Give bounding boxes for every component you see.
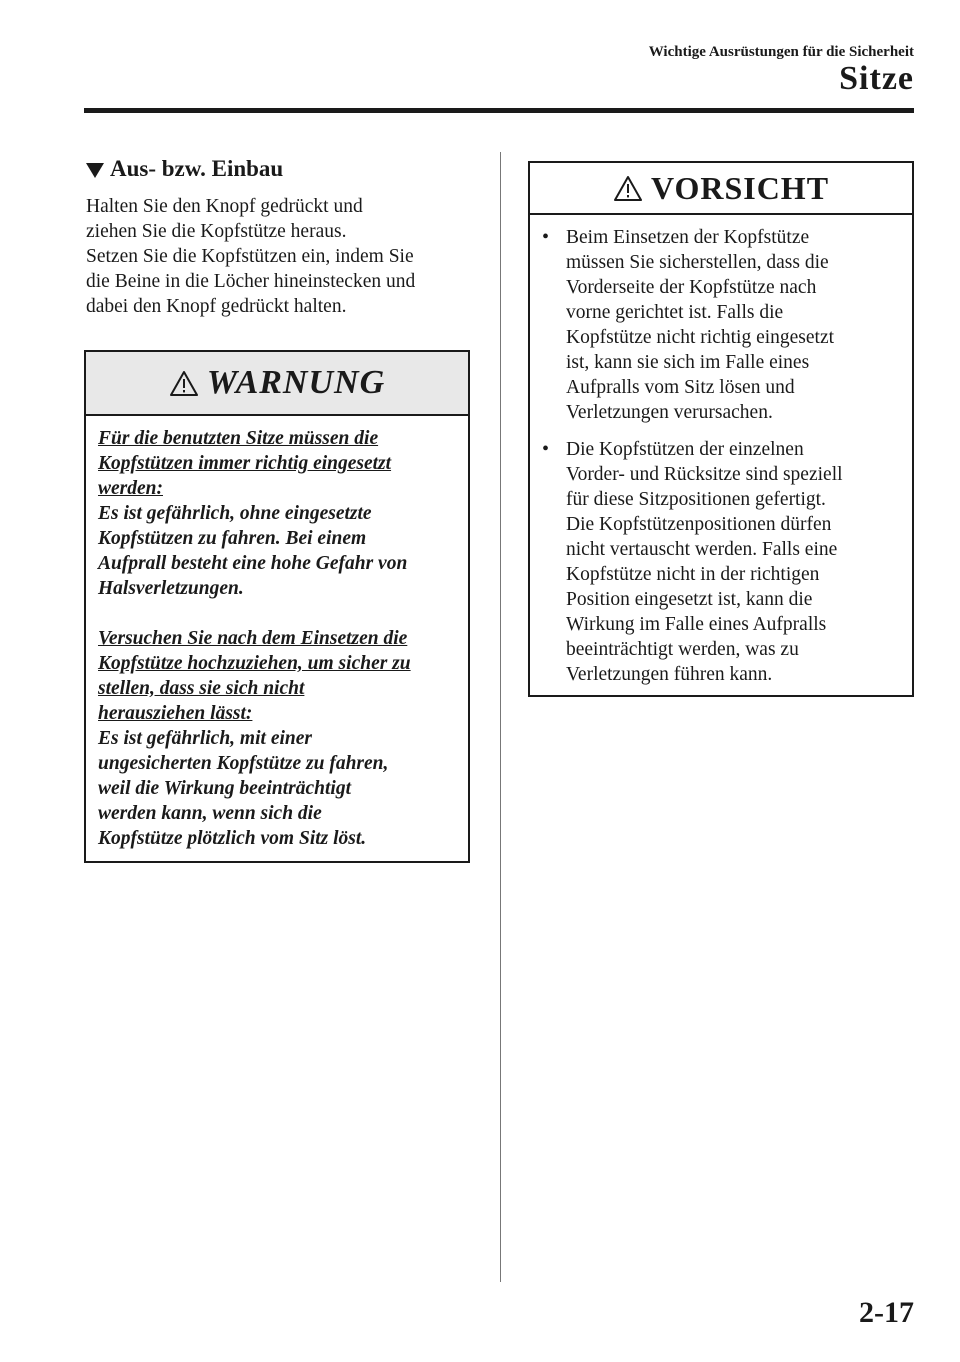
warning-line: Es ist gefährlich, ohne eingesetzte [98, 503, 372, 524]
bullet-line: vorne gerichtet ist. Falls die [566, 302, 784, 323]
left-column [86, 156, 470, 319]
warning-line: Kopfstütze plötzlich vom Sitz löst. [98, 828, 367, 849]
bullet-line: beeinträchtigt werden, was zu [566, 639, 799, 660]
bullet-line: Die Kopfstützen der einzelnen [566, 439, 804, 460]
warning-underlined-line: herausziehen lässt: [98, 703, 253, 724]
warning-header [86, 352, 468, 416]
paragraph-line: Halten Sie den Knopf gedrückt und [86, 196, 363, 217]
column-divider [500, 152, 501, 1282]
alert-triangle-icon [613, 175, 643, 202]
header-title: Sitze [839, 60, 914, 97]
warning-box [84, 350, 470, 863]
warning-line: Kopfstützen zu fahren. Bei einem [98, 528, 367, 549]
bullet-line: ist, kann sie sich im Falle eines [566, 352, 810, 373]
bullet-line: müssen Sie sicherstellen, dass die [566, 252, 829, 273]
warning-paragraph [98, 626, 458, 851]
warning-body [86, 416, 468, 851]
paragraph-line: Setzen Sie die Kopfstützen ein, indem Sie [86, 246, 414, 267]
warning-line: Aufprall besteht eine hohe Gefahr von [98, 553, 408, 574]
header-rule [84, 108, 914, 113]
bullet-text [566, 225, 834, 425]
paragraph-line: die Beine in die Löcher hineinstecken und [86, 271, 416, 292]
bullet-line: Vorder- und Rücksitze sind speziell [566, 464, 843, 485]
paragraph-line: ziehen Sie die Kopfstütze heraus. [86, 221, 347, 242]
bullet-icon: • [542, 438, 550, 460]
section-heading-text: Aus- bzw. Einbau [110, 156, 284, 181]
bullet-line: Beim Einsetzen der Kopfstütze [566, 227, 810, 248]
bullet-line: Vorderseite der Kopfstütze nach [566, 277, 817, 298]
alert-triangle-icon [169, 370, 199, 397]
bullet-icon: • [542, 226, 550, 248]
warning-underlined-line: Kopfstützen immer richtig eingesetzt [98, 453, 392, 474]
instruction-paragraph [86, 194, 470, 319]
bullet-line: Aufpralls vom Sitz lösen und [566, 377, 795, 398]
triangle-down-icon [86, 163, 104, 178]
header-section-label: Wichtige Ausrüstungen für die Sicherheit [648, 44, 914, 60]
warning-title: WARNUNG [206, 364, 386, 401]
warning-underlined-line: werden: [98, 478, 163, 499]
paragraph-line: dabei den Knopf gedrückt halten. [86, 296, 347, 317]
list-item [542, 225, 898, 425]
list-item [542, 437, 898, 687]
caution-header [530, 163, 912, 215]
page-number: 2-17 [859, 1296, 914, 1329]
bullet-line: Kopfstütze nicht in der richtigen [566, 564, 820, 585]
bullet-line: für diese Sitzpositionen gefertigt. [566, 489, 826, 510]
warning-paragraph [98, 426, 458, 601]
warning-underlined-line: Kopfstütze hochzuziehen, um sicher zu [98, 653, 411, 674]
caution-box [528, 161, 914, 697]
bullet-line: Die Kopfstützenpositionen dürfen [566, 514, 832, 535]
bullet-text [566, 437, 843, 687]
warning-line: werden kann, wenn sich die [98, 803, 322, 824]
bullet-line: Wirkung im Falle eines Aufpralls [566, 614, 827, 635]
bullet-line: Position eingesetzt ist, kann die [566, 589, 813, 610]
warning-line: Es ist gefährlich, mit einer [98, 728, 312, 749]
bullet-line: Kopfstütze nicht richtig eingesetzt [566, 327, 835, 348]
bullet-line: Verletzungen führen kann. [566, 664, 773, 685]
warning-underlined-line: stellen, dass sie sich nicht [98, 678, 305, 699]
bullet-line: nicht vertauscht werden. Falls eine [566, 539, 838, 560]
bullet-line: Verletzungen verursachen. [566, 402, 773, 423]
warning-line: Halsverletzungen. [98, 578, 244, 599]
warning-underlined-line: Versuchen Sie nach dem Einsetzen die [98, 628, 408, 649]
caution-title: VORSICHT [650, 169, 830, 206]
section-heading [86, 156, 470, 182]
warning-line: ungesicherten Kopfstütze zu fahren, [98, 753, 389, 774]
warning-underlined-line: Für die benutzten Sitze müssen die [98, 428, 379, 449]
caution-body [530, 215, 912, 687]
warning-line: weil die Wirkung beeinträchtigt [98, 778, 351, 799]
